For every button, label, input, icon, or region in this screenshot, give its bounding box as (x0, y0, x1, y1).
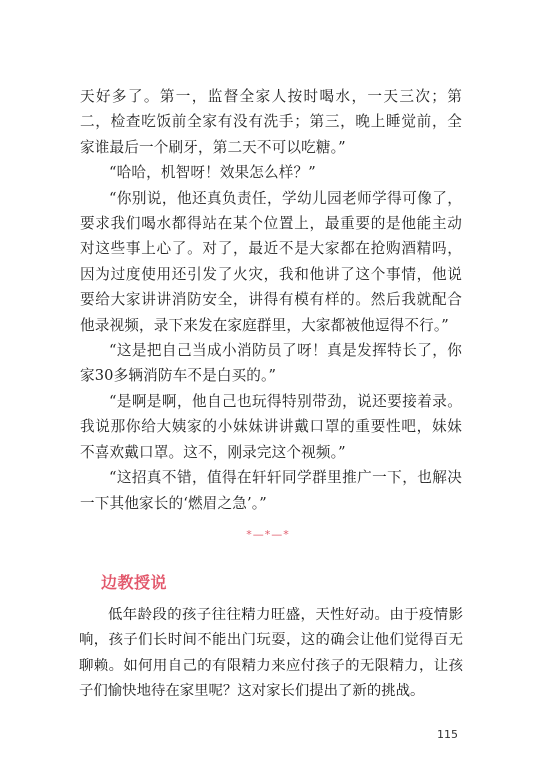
page-number: 115 (437, 728, 458, 741)
section-heading: 边教授说 (101, 573, 168, 592)
commentary-section (79, 603, 463, 705)
section-separator: *—*—* (246, 528, 290, 541)
dialogue-paragraph-1: 天好多了。第一，监督全家人按时喝水，一天三次；第二，检查吃饭前全家有没有洗手；第三，晚上睡觉前，全家谁最后一个刷牙，第二天不可以吃糖。” (80, 88, 462, 156)
dialogue-section (80, 84, 462, 516)
commentary-paragraph: 低年龄段的孩子往往精力旺盛，天性好动。由于疫情影响，孩子们长时间不能出门玩耍，这的确会让他们觉得百无聊赖。如何用自己的有限精力来应付孩子的无限精力，让孩子们愉快地待在家里呢？这对家长们提出了新的挑战。 (79, 607, 463, 700)
dialogue-paragraph-2: “哈哈，机智呀！效果怎么样？” (109, 164, 316, 182)
dialogue-paragraph-5: “是啊是啊，他自己也玩得特别带劲，说还要接着录。我说那你给大姨家的小妹妹讲讲戴口罩的重要性吧，妹妹不喜欢戴口罩。这不，刚录完这个视频。” (80, 392, 462, 461)
dialogue-paragraph-6: “这招真不错，值得在轩轩同学群里推广一下，也解决一下其他家长的‘燃眉之急’。” (80, 469, 462, 512)
dialogue-paragraph-3: “你别说，他还真负责任，学幼儿园老师学得可像了，要求我们喝水都得站在某个位置上，最重要的是他能主动对这些事上心了。对了，最近不是大家都在抢购酒精吗，因为过度使用还引发了火灾，我和他讲了这个事情，他说要给大家讲讲消防安全，讲得有模有样的。然后我就配合他录视频，录下来发在家庭群里，大家都被他逗得不行。” (80, 189, 462, 334)
dialogue-paragraph-4: “这是把自己当成小消防员了呀！真是发挥特长了，你家30多辆消防车不是白买的。” (80, 342, 462, 385)
